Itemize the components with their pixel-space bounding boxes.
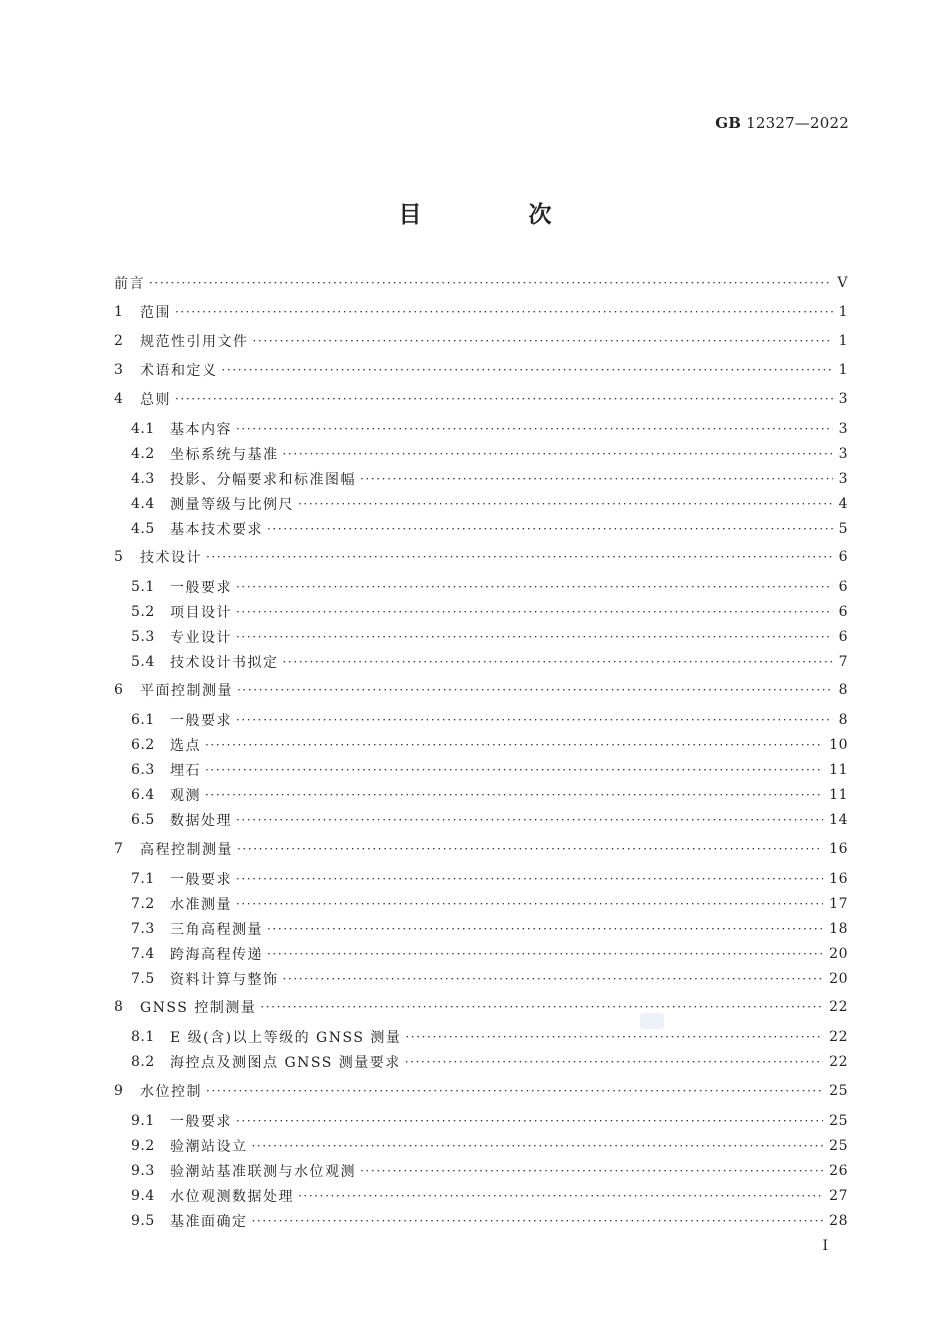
toc-entry-label: 基本技术要求 xyxy=(170,522,263,538)
toc-entry-number: 4 xyxy=(114,391,125,407)
toc-entry-label: 平面控制测量 xyxy=(140,683,233,699)
toc-entry[interactable] xyxy=(114,328,848,354)
toc-entry-page: 18 xyxy=(829,921,848,937)
toc-entry[interactable] xyxy=(114,599,848,625)
toc-entry-number: 4.5 xyxy=(131,521,155,537)
toc-entry-page: 26 xyxy=(829,1163,848,1179)
toc-entry-number: 6.2 xyxy=(131,737,155,753)
toc-entry-number: 9.1 xyxy=(131,1113,155,1129)
watermark-logo xyxy=(640,1013,664,1029)
toc-entry-page: 22 xyxy=(829,999,848,1015)
toc-entry[interactable] xyxy=(114,1158,848,1184)
toc-dot-leader xyxy=(237,842,823,856)
toc-entry-number: 5.1 xyxy=(131,579,155,595)
toc-entry-label: 水位控制 xyxy=(140,1084,202,1100)
toc-entry-label: 验潮站设立 xyxy=(170,1139,248,1155)
toc-dot-leader xyxy=(298,1189,823,1203)
toc-entry[interactable] xyxy=(114,1078,848,1104)
toc-entry-number: 1 xyxy=(114,304,125,320)
toc-entry-number: 4.1 xyxy=(131,421,155,437)
toc-entry[interactable] xyxy=(114,624,848,650)
toc-entry-page: 6 xyxy=(838,549,848,565)
toc-entry-label: 数据处理 xyxy=(170,813,232,829)
toc-entry[interactable] xyxy=(114,757,848,783)
toc-dot-leader xyxy=(267,522,833,536)
toc-dot-leader xyxy=(206,550,833,564)
toc-entry-number: 9.3 xyxy=(131,1163,155,1179)
toc-entry-label: 观测 xyxy=(170,788,201,804)
toc-dot-leader xyxy=(206,1084,823,1098)
toc-entry-page: 5 xyxy=(838,521,848,537)
toc-entry-label: 总则 xyxy=(140,392,171,408)
toc-entry[interactable] xyxy=(114,466,848,492)
toc-entry-label: 水准测量 xyxy=(170,897,232,913)
toc-entry[interactable] xyxy=(114,994,848,1020)
toc-entry-page: 3 xyxy=(838,446,848,462)
toc-entry[interactable] xyxy=(114,574,848,600)
toc-entry-label: 一般要求 xyxy=(170,872,232,888)
toc-entry-number: 6.4 xyxy=(131,787,155,803)
toc-entry-label: 高程控制测量 xyxy=(140,842,233,858)
toc-entry-label: 测量等级与比例尺 xyxy=(170,497,294,513)
toc-entry-page: 20 xyxy=(829,946,848,962)
toc-dot-leader xyxy=(253,334,833,348)
toc-dot-leader xyxy=(236,630,833,644)
toc-entry-label: 跨海高程传递 xyxy=(170,947,263,963)
toc-entry-label: 海控点及测图点 GNSS 测量要求 xyxy=(170,1055,401,1071)
toc-dot-leader xyxy=(283,972,824,986)
toc-entry-number: 7.4 xyxy=(131,946,155,962)
toc-dot-leader xyxy=(267,947,823,961)
toc-entry-page: 4 xyxy=(838,496,848,512)
toc-entry-page: 20 xyxy=(829,971,848,987)
toc-dot-leader xyxy=(236,713,833,727)
toc-entry-label: 一般要求 xyxy=(170,580,232,596)
toc-entry-number: 6 xyxy=(114,682,125,698)
toc-entry[interactable] xyxy=(114,516,848,542)
toc-entry-page: 27 xyxy=(829,1188,848,1204)
toc-entry-label: 资料计算与整饰 xyxy=(170,972,279,988)
toc-entry-number: 4.3 xyxy=(131,471,155,487)
footer-page-number: I xyxy=(822,1238,828,1254)
toc-entry-number: 9 xyxy=(114,1083,125,1099)
toc-entry[interactable] xyxy=(114,1183,848,1209)
toc-entry-page: 1 xyxy=(838,333,848,349)
toc-entry-number: 4.4 xyxy=(131,496,155,512)
toc-entry-page: 11 xyxy=(829,787,848,803)
toc-entry-label: 技术设计书拟定 xyxy=(170,655,279,671)
toc-dot-leader xyxy=(222,363,833,377)
toc-dot-leader xyxy=(405,1055,823,1069)
toc-entry[interactable] xyxy=(114,1208,848,1234)
toc-entry-page: 8 xyxy=(838,682,848,698)
toc-dot-leader xyxy=(252,1139,824,1153)
toc-entry-page: 25 xyxy=(829,1113,848,1129)
toc-entry-label: 埋石 xyxy=(170,763,201,779)
toc-entry[interactable] xyxy=(114,1024,848,1050)
toc-entry-page: 11 xyxy=(829,762,848,778)
toc-entry-number: 6.5 xyxy=(131,812,155,828)
toc-dot-leader xyxy=(237,683,833,697)
toc-entry[interactable] xyxy=(114,270,848,296)
toc-entry-label: 技术设计 xyxy=(140,550,202,566)
toc-entry-page: 16 xyxy=(829,871,848,887)
toc-dot-leader xyxy=(283,447,833,461)
toc-entry[interactable] xyxy=(114,807,848,833)
toc-entry-number: 7.1 xyxy=(131,871,155,887)
toc-entry-number: 5.2 xyxy=(131,604,155,620)
toc-dot-leader xyxy=(360,1164,823,1178)
toc-entry-label: 一般要求 xyxy=(170,1114,232,1130)
toc-entry[interactable] xyxy=(114,491,848,517)
toc-entry-number: 7.5 xyxy=(131,971,155,987)
toc-entry-number: 7 xyxy=(114,841,125,857)
toc-entry-page: 7 xyxy=(838,654,848,670)
toc-dot-leader xyxy=(236,422,833,436)
toc-entry[interactable] xyxy=(114,1108,848,1134)
toc-entry-number: 7.2 xyxy=(131,896,155,912)
toc-entry-label: 选点 xyxy=(170,738,201,754)
standard-number: 12327—2022 xyxy=(746,114,849,132)
toc-entry-label: 坐标系统与基准 xyxy=(170,447,279,463)
toc-entry[interactable] xyxy=(114,649,848,675)
toc-entry[interactable] xyxy=(114,707,848,733)
toc-entry[interactable] xyxy=(114,782,848,808)
toc-dot-leader xyxy=(236,872,823,886)
toc-dot-leader xyxy=(236,813,823,827)
toc-entry-page: 3 xyxy=(838,391,848,407)
toc-entry-label: 投影、分幅要求和标准图幅 xyxy=(170,472,356,488)
toc-entry[interactable] xyxy=(114,386,848,412)
toc-entry[interactable] xyxy=(114,441,848,467)
toc-dot-leader xyxy=(298,497,833,511)
toc-dot-leader xyxy=(205,763,823,777)
toc-dot-leader xyxy=(236,897,823,911)
toc-entry[interactable] xyxy=(114,836,848,862)
page-title: 目 次 xyxy=(398,201,594,228)
standard-code xyxy=(715,114,849,132)
toc-entry-label: 基准面确定 xyxy=(170,1214,248,1230)
toc-entry-page: 6 xyxy=(838,604,848,620)
toc-entry-label: 一般要求 xyxy=(170,713,232,729)
toc-entry-number: 8.2 xyxy=(131,1054,155,1070)
toc-entry-number: 8.1 xyxy=(131,1029,155,1045)
toc-entry[interactable] xyxy=(114,916,848,942)
toc-entry-page: 25 xyxy=(829,1138,848,1154)
toc-dot-leader xyxy=(149,276,831,290)
toc-entry-number: 9.2 xyxy=(131,1138,155,1154)
toc-entry-number: 7.3 xyxy=(131,921,155,937)
toc-entry[interactable] xyxy=(114,891,848,917)
toc-entry-page: 17 xyxy=(829,896,848,912)
toc-entry-label: 规范性引用文件 xyxy=(140,334,249,350)
toc-entry-page: 1 xyxy=(838,304,848,320)
toc-entry-label: 水位观测数据处理 xyxy=(170,1189,294,1205)
toc-entry-label: 术语和定义 xyxy=(140,363,218,379)
toc-dot-leader xyxy=(405,1030,823,1044)
toc-entry-page: 10 xyxy=(829,737,848,753)
toc-entry-page: 25 xyxy=(829,1083,848,1099)
toc-dot-leader xyxy=(283,655,833,669)
toc-entry-number: 2 xyxy=(114,333,125,349)
toc-dot-leader xyxy=(236,605,833,619)
toc-entry-page: 22 xyxy=(829,1029,848,1045)
toc-entry[interactable] xyxy=(114,866,848,892)
toc-entry-label: 范围 xyxy=(140,305,171,321)
toc-entry-label: 项目设计 xyxy=(170,605,232,621)
toc-entry-page: 6 xyxy=(838,629,848,645)
toc-entry[interactable] xyxy=(114,677,848,703)
toc-dot-leader xyxy=(175,392,833,406)
toc-entry-page: 6 xyxy=(838,579,848,595)
toc-entry-number: 8 xyxy=(114,999,125,1015)
toc-entry-page: 28 xyxy=(829,1213,848,1229)
toc-entry-page: 16 xyxy=(829,841,848,857)
toc-entry-page: 8 xyxy=(838,712,848,728)
toc-dot-leader xyxy=(267,922,823,936)
toc-entry-number: 4.2 xyxy=(131,446,155,462)
toc-dot-leader xyxy=(252,1214,824,1228)
toc-entry[interactable] xyxy=(114,1049,848,1075)
toc-entry-number: 5.3 xyxy=(131,629,155,645)
toc-entry-page: 3 xyxy=(838,471,848,487)
toc-entry[interactable] xyxy=(114,1133,848,1159)
toc-entry-page: 3 xyxy=(838,421,848,437)
toc-entry-page: 1 xyxy=(838,362,848,378)
toc-entry[interactable] xyxy=(114,732,848,758)
toc-dot-leader xyxy=(260,1000,823,1014)
toc-dot-leader xyxy=(205,788,823,802)
toc-entry[interactable] xyxy=(114,544,848,570)
toc-entry-number: 5.4 xyxy=(131,654,155,670)
toc-entry[interactable] xyxy=(114,416,848,442)
standard-prefix: GB xyxy=(715,114,742,132)
toc-entry-page: 14 xyxy=(829,812,848,828)
toc-entry-number: 6.3 xyxy=(131,762,155,778)
toc-dot-leader xyxy=(236,580,833,594)
toc-entry-label: 基本内容 xyxy=(170,422,232,438)
toc-entry-number: 9.5 xyxy=(131,1213,155,1229)
toc-entry-label: 前言 xyxy=(114,276,145,292)
toc-entry[interactable] xyxy=(114,299,848,325)
toc-dot-leader xyxy=(205,738,823,752)
toc-entry[interactable] xyxy=(114,941,848,967)
toc-entry-number: 9.4 xyxy=(131,1188,155,1204)
toc-entry-label: GNSS 控制测量 xyxy=(140,1000,257,1016)
toc-dot-leader xyxy=(360,472,833,486)
toc-entry[interactable] xyxy=(114,357,848,383)
toc-entry-number: 6.1 xyxy=(131,712,155,728)
toc-entry-label: 三角高程测量 xyxy=(170,922,263,938)
toc-entry-page: V xyxy=(837,275,848,291)
toc-entry-number: 3 xyxy=(114,362,125,378)
toc-entry[interactable] xyxy=(114,966,848,992)
toc-dot-leader xyxy=(236,1114,823,1128)
toc-entry-label: E 级(含)以上等级的 GNSS 测量 xyxy=(170,1030,402,1046)
toc-entry-page: 22 xyxy=(829,1054,848,1070)
toc-entry-label: 专业设计 xyxy=(170,630,232,646)
toc-entry-number: 5 xyxy=(114,549,125,565)
toc-entry-label: 验潮站基准联测与水位观测 xyxy=(170,1164,356,1180)
toc-dot-leader xyxy=(175,305,833,319)
